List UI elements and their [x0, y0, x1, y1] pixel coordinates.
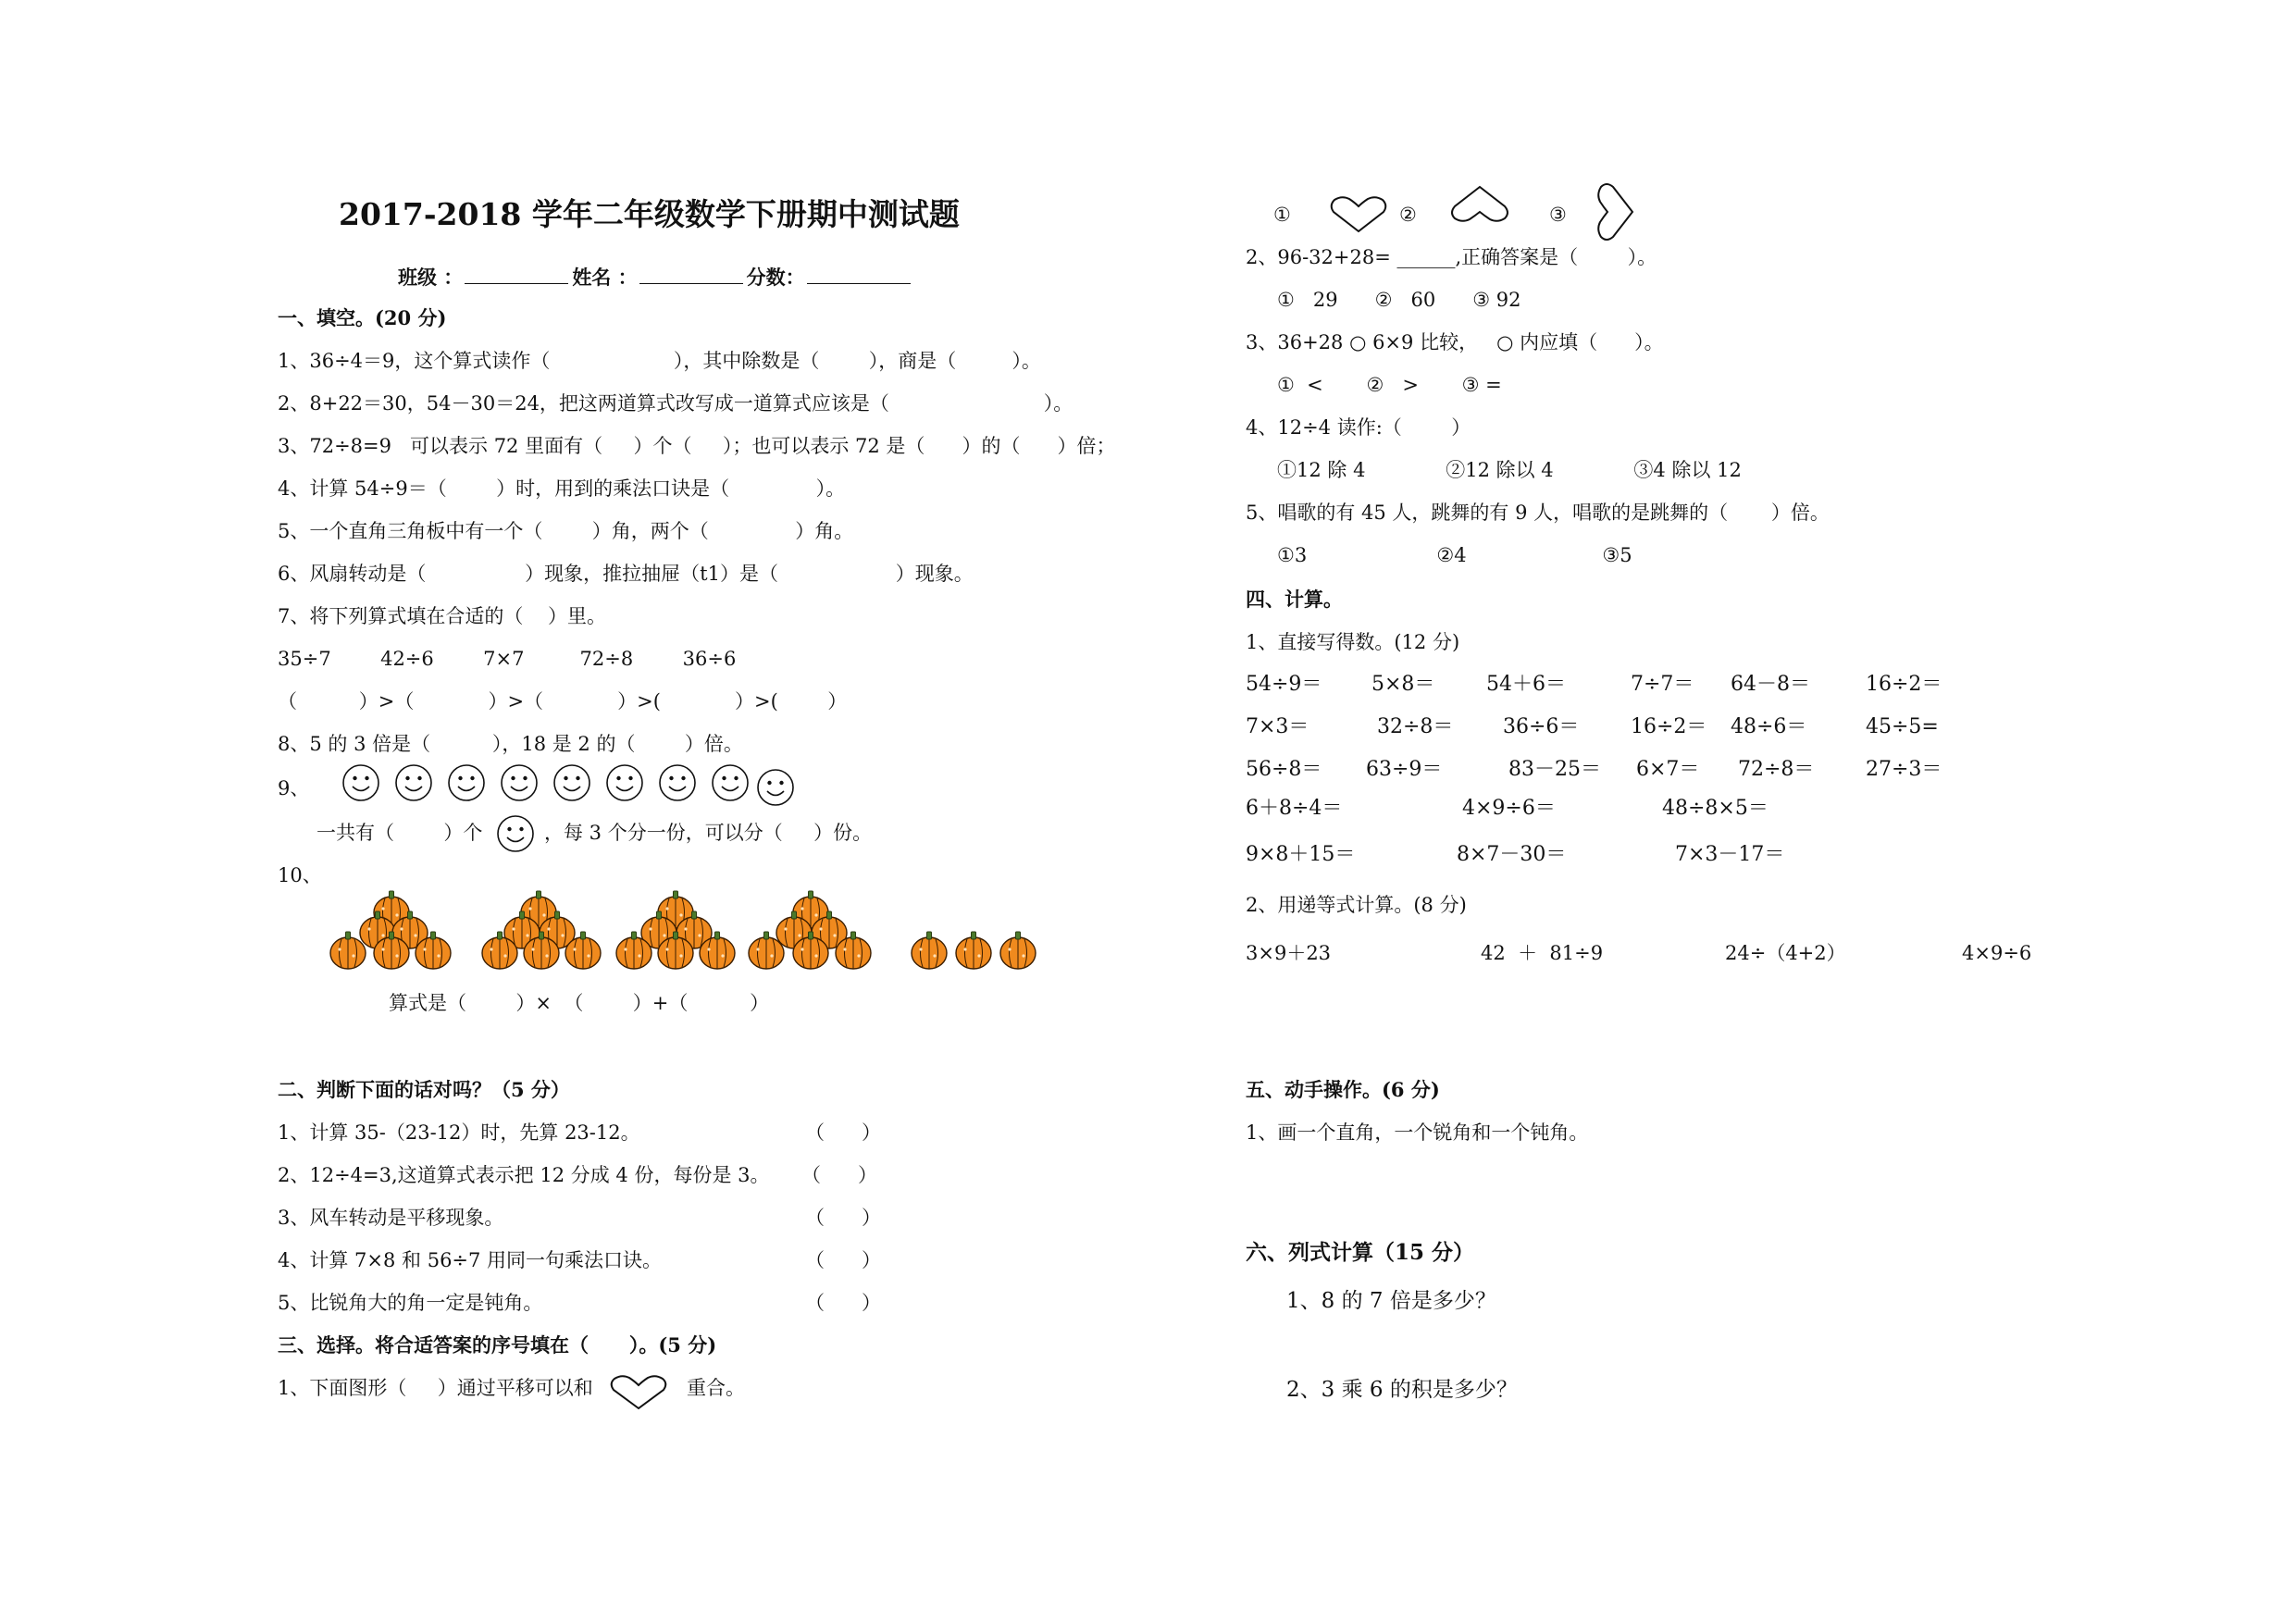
s3-q1-text-b: 重合。 [687, 1377, 745, 1399]
step-calc-2: 42 ＋ 81÷9 [1481, 942, 1604, 964]
s1-question-1: 1、36÷4＝9，这个算式读作（ ），其中除数是（ ），商是（ ）。 [278, 350, 1041, 372]
s1-question-9-number: 9、 [278, 777, 310, 799]
heart-shape-option-3-icon [1594, 181, 1636, 242]
smiley-face-row [341, 762, 785, 805]
section2-heading: 二、判断下面的话对吗？（5 分） [278, 1078, 570, 1101]
calc-r3-c3: 83－25＝ [1508, 758, 1601, 781]
calc-r2-c2: 32÷8＝ [1377, 715, 1454, 738]
calc-r2-c1: 7×3＝ [1246, 715, 1309, 738]
s2-answer-1[interactable]: （ ） [805, 1121, 882, 1144]
calc-r3-c4: 6×7＝ [1636, 758, 1700, 781]
calc-r1-c2: 5×8＝ [1371, 673, 1435, 696]
section5-heading: 五、动手操作。(6 分) [1246, 1078, 1440, 1101]
calc-r5-c2: 8×7－30＝ [1457, 843, 1567, 866]
s2-item-4: 4、计算 7×8 和 56÷7 用同一句乘法口诀。 [278, 1249, 663, 1271]
s1-question-6: 6、风扇转动是（ ）现象，推拉抽屉（t1）是（ ）现象。 [278, 563, 974, 585]
calc-r4-c1: 6＋8÷4＝ [1246, 797, 1343, 820]
smiley-face-icon [660, 765, 695, 800]
smiley-face-icon [713, 765, 748, 800]
s6-question-1: 1、8 的 7 倍是多少？ [1286, 1289, 1496, 1313]
calc-r3-c5: 72÷8＝ [1738, 758, 1815, 781]
calc-r2-c3: 36÷6＝ [1503, 715, 1580, 738]
s4-sub1: 1、直接写得数。(12 分) [1246, 631, 1460, 653]
calc-r3-c2: 63÷9＝ [1366, 758, 1443, 781]
smiley-face-icon [449, 765, 484, 800]
s3-q5-options: ①3 ②4 ③5 [1277, 544, 1632, 566]
smiley-face-icon [502, 765, 537, 800]
s2-answer-5[interactable]: （ ） [805, 1292, 882, 1314]
s2-item-1: 1、计算 35-（23-12）时，先算 23-12。 [278, 1121, 640, 1144]
s1-q7-blanks: （ ）>（ ）>（ ）>( ）>( ） [278, 690, 848, 712]
s3-question-2: 2、96-32+28= ______,正确答案是（ ）。 [1246, 246, 1657, 268]
class-field[interactable] [465, 265, 568, 284]
s3-question-5: 5、唱歌的有 45 人，跳舞的有 9 人，唱歌的是跳舞的（ ）倍。 [1246, 502, 1830, 524]
s3-question-3: 3、36+28 ○ 6×9 比较， ○ 内应填（ ）。 [1246, 331, 1664, 353]
section3-heading: 三、选择。将合适答案的序号填在（ ）。(5 分) [278, 1333, 717, 1357]
s3-q1-option-2: ② [1399, 204, 1417, 226]
s2-answer-2[interactable]: （ ） [801, 1164, 878, 1186]
s1-q7-expressions: 35÷7 42÷6 7×7 72÷8 36÷6 [278, 648, 737, 670]
section4-heading: 四、计算。 [1246, 588, 1343, 611]
right-column [1157, 0, 2296, 1623]
calc-r3-c1: 56÷8＝ [1246, 758, 1322, 781]
smiley-face-icon [607, 765, 642, 800]
s1-q10-formula: 算式是（ ）× （ ）+（ ） [389, 992, 770, 1014]
s1-question-7: 7、将下列算式填在合适的（ ）里。 [278, 605, 607, 627]
s4-sub2: 2、用递等式计算。(8 分) [1246, 894, 1467, 916]
s1-question-4: 4、计算 54÷9＝（ ）时，用到的乘法口诀是（ ）。 [278, 477, 846, 500]
calc-r2-c6: 45÷5= [1866, 715, 1939, 738]
s2-item-3: 3、风车转动是平移现象。 [278, 1207, 504, 1229]
s3-q3-options: ① < ② > ③ = [1277, 374, 1502, 396]
student-info-line [398, 265, 914, 289]
s2-item-2: 2、12÷4=3,这道算式表示把 12 分成 4 份，每份是 3。 [278, 1164, 770, 1186]
pumpkin-group-4 [749, 891, 871, 969]
s5-question-1: 1、画一个直角，一个锐角和一个钝角。 [1246, 1121, 1589, 1144]
calc-r1-c4: 7÷7＝ [1631, 673, 1694, 696]
heart-shape-icon [609, 1371, 668, 1412]
smiley-face-icon [343, 765, 379, 800]
calc-r5-c3: 7×3－17＝ [1675, 843, 1785, 866]
step-calc-1: 3×9＋23 [1246, 942, 1332, 964]
name-field[interactable] [639, 265, 743, 284]
s3-question-4: 4、12÷4 读作:（ ） [1246, 416, 1471, 439]
page-title: 2017-2018 学年二年级数学下册期中测试题 [339, 196, 960, 232]
pumpkin-group-1 [330, 891, 451, 969]
score-field[interactable] [807, 265, 911, 284]
score-label: 分数： [746, 266, 805, 289]
section1-heading: 一、填空。(20 分) [278, 306, 447, 329]
calc-r1-c3: 54＋6＝ [1486, 673, 1566, 696]
s3-q2-options: ① 29 ② 60 ③ 92 [1277, 289, 1521, 311]
s2-answer-3[interactable]: （ ） [805, 1207, 882, 1229]
s2-item-5: 5、比锐角大的角一定是钝角。 [278, 1292, 543, 1314]
calc-r1-c6: 16÷2＝ [1866, 673, 1942, 696]
calc-r4-c2: 4×9÷6＝ [1462, 797, 1556, 820]
pumpkin-group-2 [482, 891, 601, 969]
calc-r1-c1: 54÷9＝ [1246, 673, 1322, 696]
smiley-face-icon [758, 770, 793, 805]
calc-r1-c5: 64－8＝ [1731, 673, 1810, 696]
s1-q9-text-a: 一共有（ ）个 [316, 822, 483, 844]
s1-q9-text-b: ，每 3 个分一份，可以分（ ）份。 [544, 822, 873, 844]
class-label: 班级 ： [398, 266, 464, 289]
s3-q1-text-a: 1、下面图形（ ）通过平移可以和 [278, 1377, 593, 1399]
s2-answer-4[interactable]: （ ） [805, 1249, 882, 1271]
calc-r5-c1: 9×8＋15＝ [1246, 843, 1356, 866]
s1-question-2: 2、8+22＝30，54－30＝24，把这两道算式改写成一道算式应该是（ ）。 [278, 392, 1074, 415]
calc-r4-c3: 48÷8×5＝ [1662, 797, 1769, 820]
smiley-face-icon [396, 765, 431, 800]
pumpkin-groups [324, 886, 1046, 979]
step-calc-3: 24÷（4+2） [1725, 942, 1846, 964]
pumpkin-group-5 [912, 932, 1036, 969]
s3-q4-options: ①12 除 4 ②12 除以 4 ③4 除以 12 [1277, 459, 1742, 481]
s3-q1-option-3: ③ [1549, 204, 1567, 226]
calc-r2-c4: 16÷2＝ [1631, 715, 1707, 738]
calc-r3-c6: 27÷3＝ [1866, 758, 1942, 781]
s1-question-3: 3、72÷8=9 可以表示 72 里面有（ ）个（ ）；也可以表示 72 是（ ）的（ ）倍； [278, 435, 1116, 457]
section6-heading: 六、列式计算（15 分） [1246, 1240, 1475, 1265]
s6-question-2: 2、3 乘 6 的积是多少？ [1286, 1378, 1518, 1402]
heart-shape-option-1-icon [1329, 192, 1388, 235]
name-label: 姓名 ： [572, 266, 638, 289]
calc-r2-c5: 48÷6＝ [1731, 715, 1807, 738]
heart-shape-option-2-icon [1449, 183, 1510, 226]
s1-question-10-number: 10、 [278, 864, 322, 886]
smiley-face-icon [496, 814, 535, 853]
s1-question-8: 8、5 的 3 倍是（ ），18 是 2 的（ ）倍。 [278, 733, 743, 755]
step-calc-4: 4×9÷6 [1962, 942, 2032, 964]
pumpkin-group-3 [616, 891, 735, 969]
smiley-face-icon [554, 765, 590, 800]
s3-q1-option-1: ① [1273, 204, 1291, 226]
s1-question-5: 5、一个直角三角板中有一个（ ）角，两个（ ）角。 [278, 520, 854, 542]
